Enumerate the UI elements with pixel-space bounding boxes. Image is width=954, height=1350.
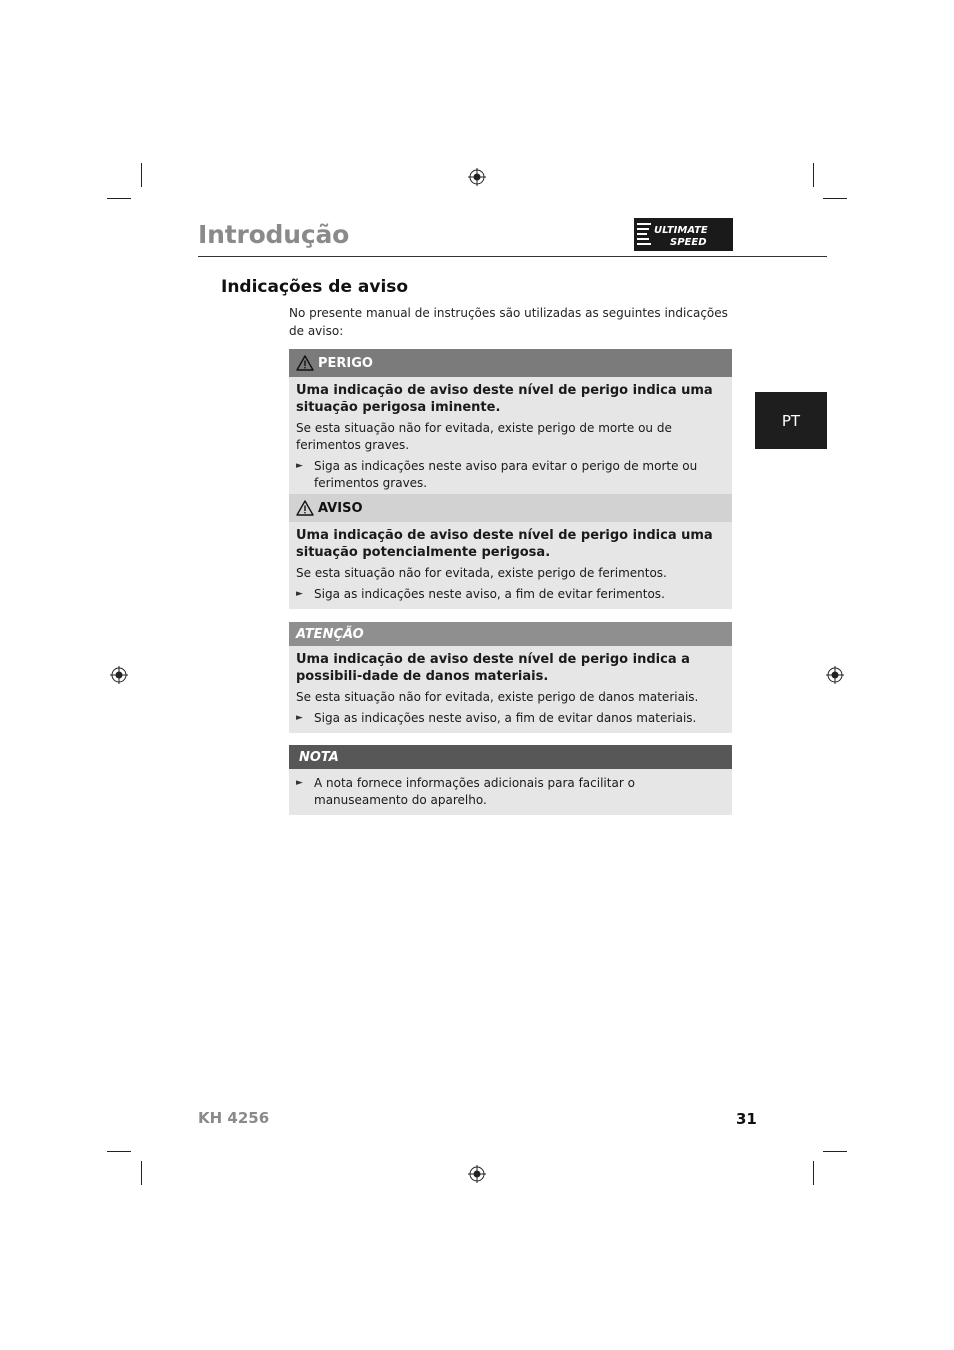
nota-box [289,745,732,815]
nota-body [289,769,732,815]
page-title: Introdução [198,220,350,249]
bullet-arrow-icon: ► [296,461,303,471]
page-number: 31 [736,1110,757,1128]
registration-mark-icon [110,666,128,684]
bullet-arrow-icon: ► [296,589,303,599]
atencao-header [289,622,732,646]
aviso-box [289,494,732,609]
crop-mark [813,1161,814,1185]
perigo-bullet-text: Siga as indicações neste aviso para evitar o perigo de morte ou ferimentos graves. [314,459,698,490]
ultimate-speed-logo [634,218,733,251]
language-tab: PT [755,392,827,449]
warning-triangle-icon [296,355,314,371]
crop-mark [823,1151,847,1152]
aviso-body [289,522,732,609]
crop-mark [813,163,814,187]
perigo-label: PERIGO [318,355,373,371]
aviso-lead: Uma indicação de aviso deste nível de perigo indica uma situação potencialmente perigosa. [296,528,713,560]
atencao-lead: Uma indicação de aviso deste nível de perigo indica a possibili-dade de danos materiais. [296,652,690,684]
header-rule [198,256,827,257]
atencao-box [289,622,732,733]
crop-mark [107,198,131,199]
registration-mark-icon [468,1165,486,1183]
perigo-body [289,377,732,498]
aviso-bullet [296,586,725,603]
aviso-header [289,494,732,522]
warning-triangle-icon [296,500,314,516]
nota-header [289,745,732,769]
atencao-bullet [296,710,725,727]
perigo-text: Se esta situação não for evitada, existe perigo de morte ou de ferimentos graves. [296,421,672,452]
perigo-lead: Uma indicação de aviso deste nível de perigo indica uma situação perigosa iminente. [296,383,713,415]
atencao-body [289,646,732,733]
intro-paragraph: No presente manual de instruções são utilizadas as seguintes indicações de aviso: [289,306,728,338]
section-title: Indicações de aviso [221,277,409,297]
footer-model: KH 4256 [198,1109,270,1127]
registration-mark-icon [468,168,486,186]
svg-text:SPEED: SPEED [670,237,707,248]
perigo-header [289,349,732,377]
atencao-bullet-text: Siga as indicações neste aviso, a fim de evitar danos materiais. [314,711,697,725]
atencao-text: Se esta situação não for evitada, existe perigo de danos materiais. [296,690,699,704]
bullet-arrow-icon: ► [296,713,303,723]
atencao-label: ATENÇÃO [296,626,364,642]
crop-mark [107,1151,131,1152]
crop-mark [141,163,142,187]
aviso-label: AVISO [318,500,363,516]
registration-mark-icon [826,666,844,684]
bullet-arrow-icon: ► [296,778,303,788]
nota-label: NOTA [299,749,339,765]
svg-text:ULTIMATE: ULTIMATE [654,225,708,236]
nota-bullet [296,775,725,809]
aviso-bullet-text: Siga as indicações neste aviso, a fim de evitar ferimentos. [314,587,665,601]
crop-mark [823,198,847,199]
perigo-bullet [296,458,725,492]
aviso-text: Se esta situação não for evitada, existe perigo de ferimentos. [296,566,667,580]
nota-bullet-text: A nota fornece informações adicionais para facilitar o manuseamento do aparelho. [314,776,635,807]
perigo-box [289,349,732,498]
crop-mark [141,1161,142,1185]
